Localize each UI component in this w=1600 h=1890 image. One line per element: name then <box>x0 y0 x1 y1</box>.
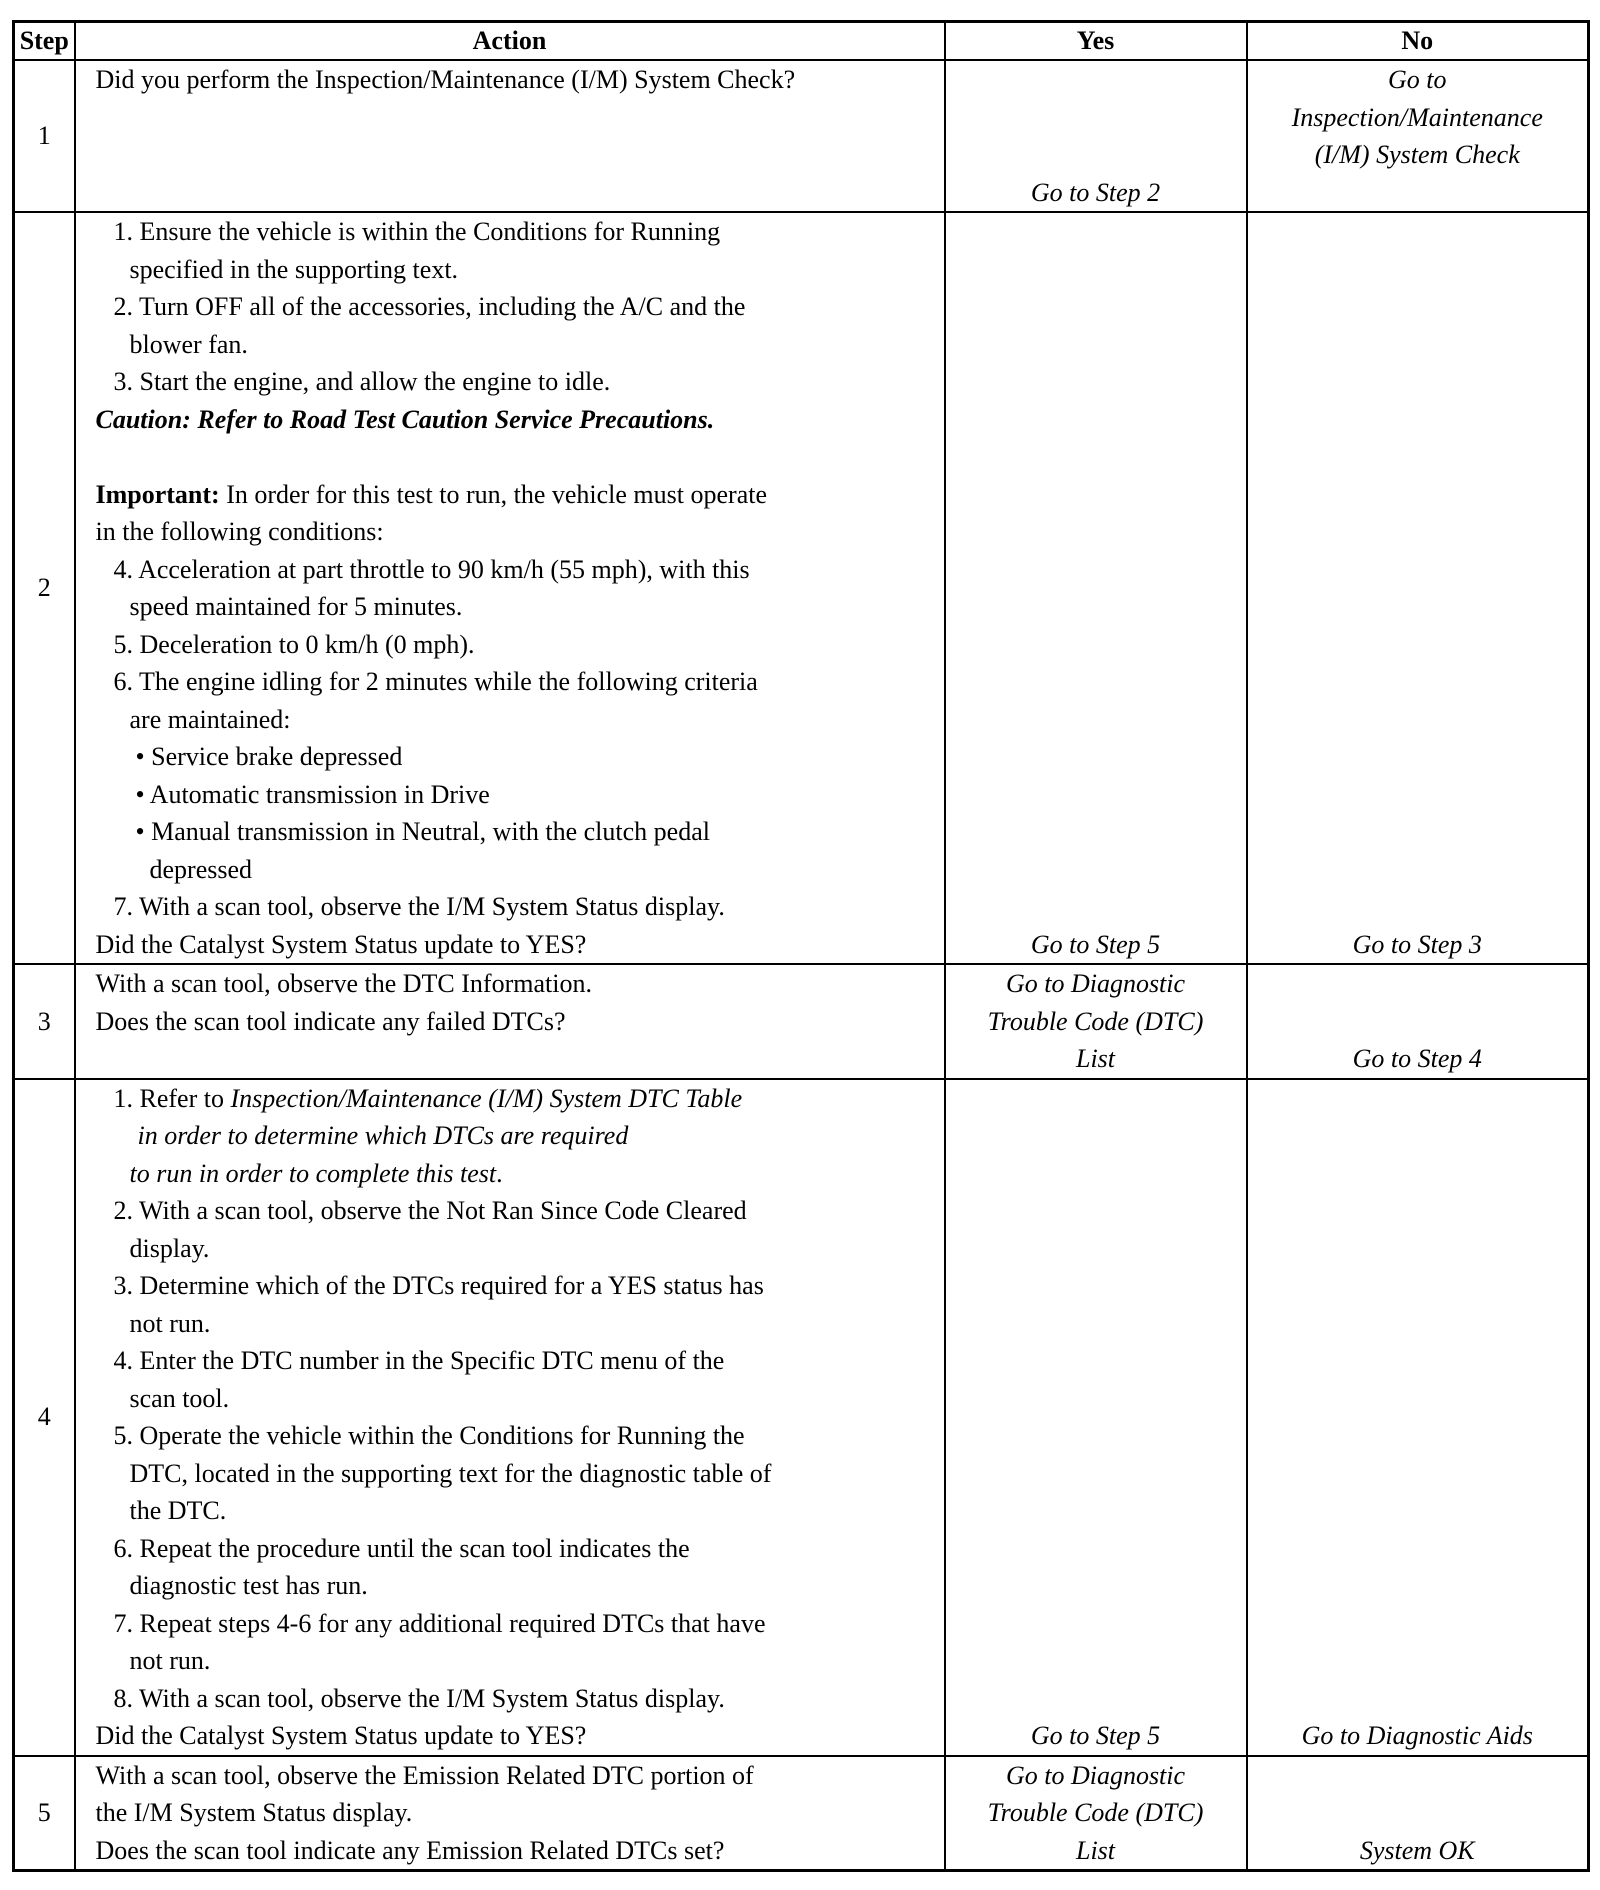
action-line: 6. The engine idling for 2 minutes while the following criteria <box>113 667 758 696</box>
question-line: Did the Catalyst System Status update to YES? <box>95 929 587 959</box>
yes-line: List <box>1075 1044 1116 1073</box>
header-yes: Yes <box>945 22 1247 61</box>
yes-cell <box>945 964 1247 1079</box>
step-number: 5 <box>14 1756 75 1871</box>
action-line: blower fan. <box>129 329 248 359</box>
action-line: 5. Deceleration to 0 km/h (0 mph). <box>113 629 475 659</box>
header-action: Action <box>75 22 945 61</box>
action-line: 1. Ensure the vehicle is within the Conditions for Running <box>113 217 721 246</box>
yes-line: List <box>1075 1835 1116 1865</box>
action-line: not run. <box>129 1646 211 1675</box>
question-line: Did the Catalyst System Status update to YES? <box>95 1721 587 1750</box>
action-line: 2. Turn OFF all of the accessories, including the A/C and the <box>113 292 746 321</box>
action-cell <box>75 1756 945 1871</box>
yes-cell <box>945 1756 1247 1871</box>
important-note <box>96 476 938 514</box>
action-line: Did you perform the Inspection/Maintenance (I/M) System Check? <box>95 65 796 94</box>
action-line: scan tool. <box>129 1383 230 1413</box>
action-line: 4. Acceleration at part throttle to 90 km/h (55 mph), with this <box>113 554 750 584</box>
table-row <box>14 964 1589 1079</box>
action-line: With a scan tool, observe the DTC Information. <box>95 969 592 998</box>
action-line: specified in the supporting text. <box>129 254 459 284</box>
step-number: 4 <box>14 1079 75 1756</box>
action-line: in the following conditions: <box>95 517 384 546</box>
action-cell <box>75 60 945 212</box>
action-cell <box>75 212 945 964</box>
action-cell <box>75 964 945 1079</box>
yes-cell: Go to Step 2 <box>945 60 1247 212</box>
no-cell: System OK <box>1247 1756 1589 1871</box>
action-line: 7. Repeat steps 4-6 for any additional required DTCs that have <box>113 1608 766 1638</box>
action-line: display. <box>129 1233 210 1263</box>
step-number: 1 <box>14 60 75 212</box>
action-line: 6. Repeat the procedure until the scan tool indicates the <box>113 1533 690 1563</box>
no-line: (I/M) System Check <box>1314 140 1520 169</box>
yes-cell: Go to Step 5 <box>945 212 1247 964</box>
reference-text: in order to determine which DTCs are required <box>137 1121 629 1150</box>
no-cell: Go to Step 3 <box>1247 212 1589 964</box>
action-line: the DTC. <box>129 1496 227 1525</box>
action-line: DTC, located in the supporting text for the diagnostic table of <box>129 1458 772 1488</box>
action-line: With a scan tool, observe the Emission Related DTC portion of <box>95 1760 754 1790</box>
question-line: Does the scan tool indicate any Emission Related DTCs set? <box>95 1835 725 1865</box>
yes-line: Go to Diagnostic <box>1005 1760 1186 1790</box>
table-row <box>14 1756 1589 1871</box>
action-line: diagnostic test has run. <box>129 1571 368 1600</box>
yes-cell: Go to Step 5 <box>945 1079 1247 1756</box>
bullet-item: • Automatic transmission in Drive <box>135 779 490 809</box>
no-line: Go to <box>1388 65 1447 94</box>
action-line: 8. With a scan tool, observe the I/M System Status display. <box>113 1683 725 1713</box>
header-no: No <box>1247 22 1589 61</box>
important-label: Important: <box>95 479 220 509</box>
action-line: speed maintained for 5 minutes. <box>129 592 463 621</box>
table-row <box>14 1079 1589 1756</box>
reference-text: to run in order to complete this test <box>129 1158 497 1188</box>
yes-line: Trouble Code (DTC) <box>987 1006 1204 1036</box>
action-line <box>96 1080 938 1118</box>
table-row <box>14 60 1589 212</box>
no-cell: Go to Step 4 <box>1247 964 1589 1079</box>
question-line: Does the scan tool indicate any failed DTCs? <box>95 1006 566 1036</box>
action-line: 3. Start the engine, and allow the engine to idle. <box>113 367 611 396</box>
action-line: the I/M System Status display. <box>95 1798 413 1827</box>
yes-line: Go to Diagnostic <box>1005 969 1186 998</box>
action-line: 3. Determine which of the DTCs required for a YES status has <box>113 1271 764 1300</box>
action-line: 7. With a scan tool, observe the I/M System Status display. <box>113 892 725 921</box>
action-line <box>96 1155 938 1193</box>
diagnostic-table <box>12 20 1590 1872</box>
no-cell: Go to Diagnostic Aids <box>1247 1079 1589 1756</box>
action-line: 5. Operate the vehicle within the Conditions for Running the <box>113 1421 745 1450</box>
yes-line: Trouble Code (DTC) <box>987 1798 1204 1827</box>
important-text: In order for this test to run, the vehicle must operate <box>219 479 768 509</box>
action-line: are maintained: <box>129 704 291 734</box>
bullet-item: • Service brake depressed <box>135 742 403 771</box>
caution-note: Caution: Refer to Road Test Caution Service Precautions. <box>95 404 715 434</box>
action-text: . <box>496 1158 503 1188</box>
action-line: 4. Enter the DTC number in the Specific DTC menu of the <box>113 1346 725 1375</box>
action-line: 2. With a scan tool, observe the Not Ran Since Code Cleared <box>113 1196 747 1225</box>
no-line: Inspection/Maintenance <box>1291 102 1543 132</box>
action-text: 1. Refer to <box>113 1083 231 1113</box>
spacer <box>96 1040 938 1078</box>
spacer <box>96 438 938 476</box>
action-cell <box>75 1079 945 1756</box>
bullet-item: • Manual transmission in Neutral, with the clutch pedal <box>135 817 710 846</box>
step-number: 2 <box>14 212 75 964</box>
header-step: Step <box>14 22 75 61</box>
table-row <box>14 212 1589 964</box>
no-cell <box>1247 60 1589 212</box>
header-row <box>14 22 1589 61</box>
step-number: 3 <box>14 964 75 1079</box>
bullet-item: depressed <box>149 854 253 884</box>
reference-text: Inspection/Maintenance (I/M) System DTC Table <box>230 1083 743 1113</box>
action-line: not run. <box>129 1308 211 1338</box>
